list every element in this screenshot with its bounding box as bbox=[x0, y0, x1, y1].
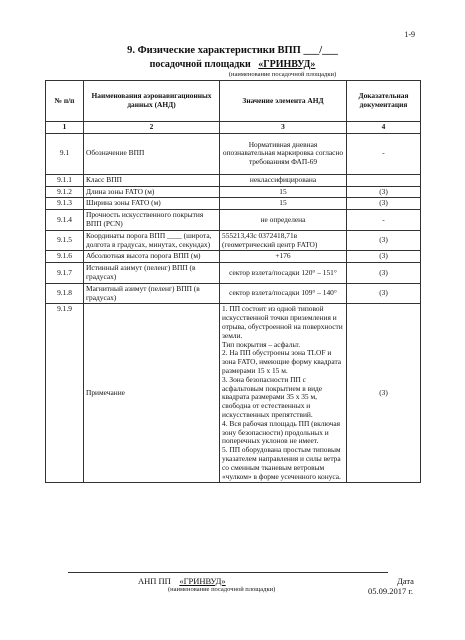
row-value: +176 bbox=[220, 251, 347, 263]
row-no: 9.1.4 bbox=[46, 210, 84, 231]
note-item: 3. Зона безопасности ПП с асфальтовым покрытием в виде квадрата размерами 35 х 35 м, свободна от естественных и искусственных препятствий. bbox=[222, 374, 323, 419]
row-value: не определена bbox=[220, 210, 347, 231]
table-row bbox=[46, 186, 421, 198]
note-item: 4. Вся рабочая площадь ПП (включая зону безопасности) продольных и поперечных уклонов не имеет. bbox=[222, 418, 341, 446]
row-value: 15 bbox=[220, 186, 347, 198]
note-item: 5. ПП оборудована простым типовым указателем направления и силы ветра со сменным тканевым ветровым «чулком» в форме усеченного конуса. bbox=[222, 445, 341, 481]
row-value: 555213,43с 0372418,71в (геометрический центр FATO) bbox=[220, 230, 347, 251]
row-value: неклассифицирована bbox=[220, 174, 347, 186]
title-block bbox=[0, 44, 465, 79]
row-doc: (3) bbox=[347, 283, 421, 304]
footer-date-label: Дата bbox=[397, 576, 414, 586]
subtitle-name: «ГРИНВУД» bbox=[258, 59, 316, 70]
row-no: 9.1.9 bbox=[46, 304, 84, 483]
footer-caption: (наименование посадочной площадки) bbox=[168, 586, 276, 593]
colnum-4: 4 bbox=[347, 122, 421, 134]
subtitle-prefix: посадочной площадки bbox=[149, 59, 251, 70]
row-doc: (3) bbox=[347, 198, 421, 210]
row-name: Истинный азимут (пеленг) ВПП (в градусах) bbox=[84, 263, 220, 284]
row-doc: (3) bbox=[347, 263, 421, 284]
column-number-row bbox=[46, 122, 421, 134]
note-item: 2. На ПП обустроены зона TLOF и зона FATO, имеющие форму квадрата размерами 15 х 15 м. bbox=[222, 348, 342, 375]
row-name: Магнитный азимут (пеленг) ВПП (в градусах) bbox=[84, 283, 220, 304]
table-row bbox=[46, 174, 421, 186]
colnum-1: 1 bbox=[46, 122, 84, 134]
header-no: № п/п bbox=[46, 81, 84, 122]
table-row bbox=[46, 133, 421, 174]
notes-cell bbox=[220, 304, 347, 483]
note-item: Тип покрытия – асфальт. bbox=[222, 339, 301, 349]
row-no: 9.1.1 bbox=[46, 174, 84, 186]
header-value: Значение элемента АНД bbox=[220, 81, 347, 122]
row-no: 9.1.3 bbox=[46, 198, 84, 210]
header-row bbox=[46, 81, 421, 122]
page-number: 1-9 bbox=[404, 30, 415, 39]
page-title: 9. Физические характеристики ВПП ___/___ bbox=[127, 45, 338, 56]
subtitle-caption: (наименование посадочной площадки) bbox=[228, 71, 337, 78]
table-row bbox=[46, 230, 421, 251]
table-row bbox=[46, 210, 421, 231]
row-name: Ширина зоны FATO (м) bbox=[84, 198, 220, 210]
row-no: 9.1.5 bbox=[46, 230, 84, 251]
row-value: Нормативная дневная опознавательная маркировка согласно требованиям ФАП-69 bbox=[220, 133, 347, 174]
footer-divider bbox=[68, 572, 388, 573]
characteristics-table bbox=[45, 80, 421, 483]
row-doc: (3) bbox=[347, 230, 421, 251]
row-name: Длина зоны FATO (м) bbox=[84, 186, 220, 198]
table-row bbox=[46, 304, 421, 483]
table-row bbox=[46, 283, 421, 304]
row-name: Обозначение ВПП bbox=[84, 133, 220, 174]
row-doc: - bbox=[347, 210, 421, 231]
footer-date: 05.09.2017 г. bbox=[368, 586, 414, 596]
row-value: сектор взлета/посадки 120° – 151° bbox=[220, 263, 347, 284]
row-no: 9.1.7 bbox=[46, 263, 84, 284]
subtitle-line bbox=[0, 58, 465, 71]
row-value: сектор взлета/посадки 109° – 140° bbox=[220, 283, 347, 304]
row-value: 15 bbox=[220, 198, 347, 210]
header-doc: Доказательная документация bbox=[347, 81, 421, 122]
row-name: Абсолютная высота порога ВПП (м) bbox=[84, 251, 220, 263]
row-name: Координаты порога ВПП ____ (широта, долгота в градусах, минутах, секундах) bbox=[84, 230, 220, 251]
row-name: Примечание bbox=[84, 304, 220, 483]
row-doc bbox=[347, 174, 421, 186]
row-no: 9.1 bbox=[46, 133, 84, 174]
colnum-2: 2 bbox=[84, 122, 220, 134]
table-row bbox=[46, 251, 421, 263]
row-name: Класс ВПП bbox=[84, 174, 220, 186]
row-no: 9.1.2 bbox=[46, 186, 84, 198]
note-item: 1. ПП состоит из одной типовой искусственной точки приземления и отрыва, обустроенной на поверхности земли. bbox=[222, 304, 343, 340]
footer-airfield bbox=[138, 576, 226, 586]
row-no: 9.1.8 bbox=[46, 283, 84, 304]
row-doc: (3) bbox=[347, 304, 421, 483]
row-doc: - bbox=[347, 133, 421, 174]
footer-prefix: АНП ПП bbox=[138, 576, 171, 586]
row-doc: (3) bbox=[347, 186, 421, 198]
row-doc: (3) bbox=[347, 251, 421, 263]
table-row bbox=[46, 263, 421, 284]
footer-name: «ГРИНВУД» bbox=[179, 576, 226, 586]
colnum-3: 3 bbox=[220, 122, 347, 134]
row-name: Прочность искусственного покрытия ВПП (PCN) bbox=[84, 210, 220, 231]
table-row bbox=[46, 198, 421, 210]
header-name: Наименования аэронавигационных данных (АНД) bbox=[84, 81, 220, 122]
row-no: 9.1.6 bbox=[46, 251, 84, 263]
